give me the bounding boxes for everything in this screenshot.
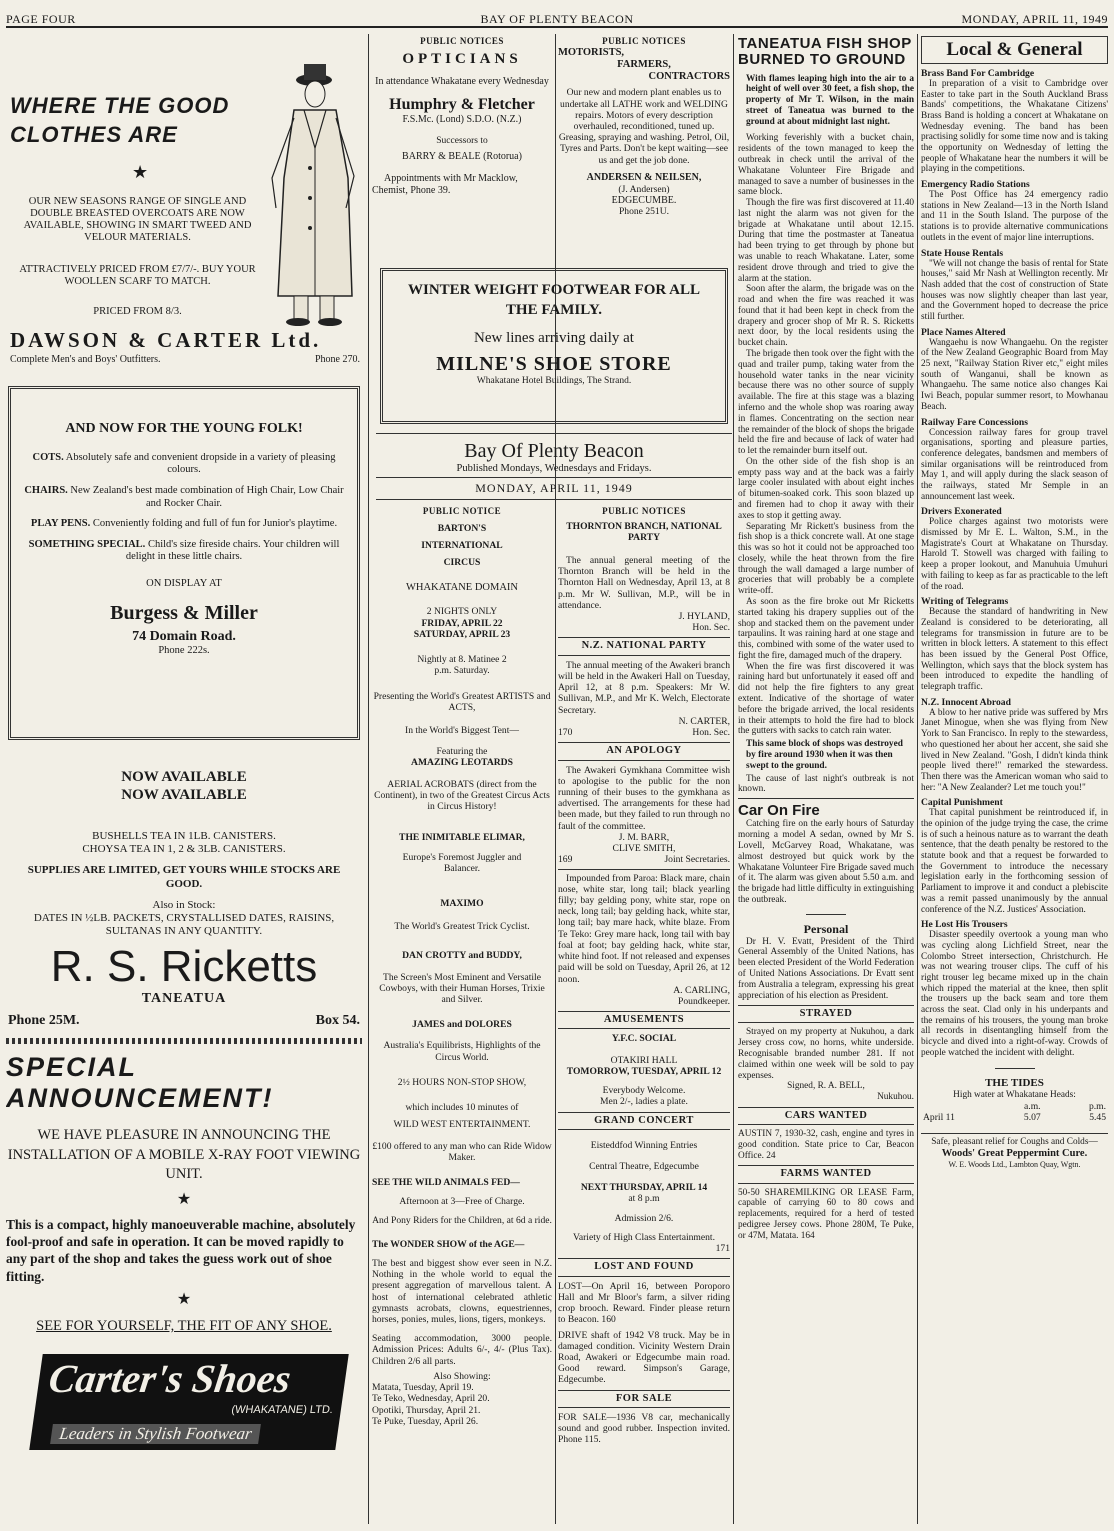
circus-aerial: AERIAL ACROBATS (direct from the Continent), in two of the Greatest Circus Acts in Circus History! <box>374 778 550 813</box>
circus-date-2: SATURDAY, APRIL 23 <box>413 628 511 640</box>
circus-maximo: MAXIMO <box>440 897 484 909</box>
motorists-title-1: MOTORISTS, <box>558 46 625 58</box>
concert-line: Central Theatre, Edgecumbe <box>589 1161 699 1173</box>
dawson-carter-tag: Complete Men's and Boys' Outfitters. <box>10 354 161 365</box>
news-item-body: In preparation of a visit to Cambridge over Easter to take part in the South Auckland Brass Bands' competitions, the Whakatane Citizens' Brass Band is holding a concert at Whakatane on Wednesday evening. The band has been practising solidly for some time now and is taking the opportunity on Wednesday of letting the people of Whakatane hear the numbers it will be playing in the competitions. <box>921 78 1108 175</box>
thornton-title: THORNTON BRANCH, NATIONAL PARTY <box>566 520 722 543</box>
woods-advert <box>921 1137 1108 1169</box>
column-1 <box>6 36 362 1524</box>
social-welcome: Everybody Welcome. <box>602 1085 686 1097</box>
clothes-priced-from: PRICED FROM 8/3. <box>93 306 182 317</box>
news-item-body: Disaster speedily overtook a young man who was cycling along Lichfield Street, near the Colombo Street intersection, Christchurch. He was not wearing trouser clips. The cuff of his right trouser leg became mixed up in the chain which ripped the material at the knee, then split the trousers up the back seam and tore them across the seat. Clad only in his underpants and the remains of his trousers, the young man broke all records in disentangling himself from the bicycle and dived into a right-of-way. Crowds of people watched the incident with delight. <box>921 930 1108 1058</box>
tides-day: April 11 <box>923 1111 955 1123</box>
opticians-appointments: Appointments with Mr Macklow, Chemist, Phone 39. <box>372 172 518 196</box>
cars-wanted-heading: CARS WANTED <box>738 1107 914 1125</box>
special-lead: WE HAVE PLEASURE IN ANNOUNCING THE INSTALLATION OF A MOBILE X-RAY FOOT VIEWING UNIT. <box>7 1127 361 1183</box>
man-in-overcoat-illustration <box>264 58 360 328</box>
also-in-stock: Also in Stock: <box>152 898 216 911</box>
concert-line: Variety of High Class Entertainment. <box>572 1231 715 1243</box>
section-heading: PUBLIC NOTICES <box>602 506 686 516</box>
circus-elimar: THE INIMITABLE ELIMAR, <box>399 832 525 844</box>
tides-table <box>921 1077 1108 1122</box>
young-item <box>21 518 347 531</box>
circus-nights: 2 NIGHTS ONLY <box>426 606 498 618</box>
column-5 <box>921 36 1108 1524</box>
ad-number: 164 <box>800 1230 815 1241</box>
clothes-advert <box>6 36 362 372</box>
social-price: Men 2/-, ladies a plate. <box>600 1096 688 1108</box>
young-item-key: PLAY PENS. <box>30 518 91 530</box>
masthead <box>6 8 1108 28</box>
news-item-heading: Writing of Telegrams <box>921 596 1009 608</box>
ad-number: 24 <box>766 1150 776 1161</box>
young-item-key: CHAIRS. <box>24 484 68 496</box>
apology-sig: J. M. BARR, <box>618 831 670 843</box>
supplies-limited: SUPPLIES ARE LIMITED, GET YOURS WHILE STOCKS ARE GOOD. <box>27 864 341 890</box>
fire-para: The brigade then took over the fight with the quad and trailer pump, taking water from the household water tanks in the near vicinity because there was no other source of supply available. The fire at this stage was a blazing inferno and the whole shop was roaring away in flames. Concentrating on the section near the remainder of the block of shops the brigade held the fire and because of lack of water had to let the remainder burn itself out. <box>738 349 914 457</box>
young-folk-advert <box>8 386 360 740</box>
grand-concert: GRAND CONCERT <box>558 1112 730 1130</box>
column-3-lower <box>558 506 730 1526</box>
star-icon: ★ <box>176 1291 192 1309</box>
tides-subtitle: High water at Whakatane Heads: <box>953 1090 1076 1101</box>
fire-para: On the other side of the fish shop is an empty pass way and at the back was a fairly large cooler insulated with about eight inches of bitumen-soaked cork. This soon blazed up and firemen had to chop it away with their axes to stop it getting away. <box>738 456 914 521</box>
apology-footer <box>558 854 730 865</box>
news-item-heading: Brass Band For Cambridge <box>921 67 1035 79</box>
strayed-body: Strayed on my property at Nukuhou, a dark Jersey cross cow, no horns, white underside. Recognisable branded number 281. If not claimed within one week will be sold to pay expenses. <box>738 1027 914 1081</box>
circus-wonder: The WONDER SHOW of the AGE— <box>372 1238 525 1250</box>
clothes-body: OUR NEW SEASONS RANGE OF SINGLE AND DOUBLE BREASTED OVERCOATS ARE NOW AVAILABLE, SHOWING IN SMART TWEED AND VELOUR MATERIALS. <box>23 196 252 244</box>
circus-maximo-desc: The World's Greatest Trick Cyclist. <box>394 921 530 933</box>
column-rule <box>555 34 556 1524</box>
circus-tour-date: Opotiki, Thursday, April 21. <box>372 1404 481 1416</box>
circus-name-3: CIRCUS <box>443 556 481 568</box>
burgess-miller-address: 74 Domain Road. <box>132 628 236 644</box>
ricketts-contact <box>6 1013 362 1030</box>
column-rule <box>368 34 369 1524</box>
special-body: This is a compact, highly manoeuverable machine, absolutely fool-proof and safe in operation. It can be moved rapidly to any part of the shop and takes the guess work out of shoe fitting. <box>6 1216 356 1284</box>
apology-sig-3: Joint Secretaries. <box>664 854 730 866</box>
motorists-body: Our new and modern plant enables us to undertake all LATHE work and WELDING repairs. Motors of every description overhauled, reconditioned, tuned up. Greasing, spraying and washing. Petrol, Oil, Tyres and Parts. Don't be kept waiting—see us and get the job done. <box>558 87 730 166</box>
beacon-title: Bay Of Plenty Beacon <box>464 440 644 462</box>
milnes-address: Whakatane Hotel Buildings, The Strand. <box>476 376 632 386</box>
column-rule <box>733 34 734 1524</box>
footwear-sub: New lines arriving daily at <box>474 330 634 346</box>
opticians-attendance: In attendance Whakatane every Wednesday <box>375 76 549 88</box>
news-item-heading: He Lost His Trousers <box>921 919 1008 931</box>
circus-pony: And Pony Riders for the Children, at 6d a ride. <box>372 1215 552 1227</box>
nz-party-footer <box>558 727 730 738</box>
ad-number: 169 <box>558 854 573 866</box>
amusements-heading: AMUSEMENTS <box>558 1011 730 1029</box>
beacon-masthead <box>376 430 732 503</box>
circus-hours: 2½ HOURS NON-STOP SHOW, <box>397 1076 527 1088</box>
circus-elimar-desc: Europe's Foremost Juggler and Balancer. <box>402 851 522 874</box>
impound-body: Impounded from Paroa: Black mare, chain nose, white star, long tail; black yearling filly; bay gelding pony, white star, rope on neck, long tail; bay gelding hack, white star, long tail; bay mare hack, white blaze. From Te Teko: Grey mare hack, long tail with bay foal at foot; bay gelding hack, white star, white hind foot. If not released and expenses paid will be sold on Tuesday, April 26, at 12 noon. <box>558 872 730 985</box>
news-item-heading: Capital Punishment <box>921 797 1003 809</box>
dates-line: DATES IN ½LB. PACKETS, CRYSTALLISED DATES, RAISINS, SULTANAS IN ANY QUANTITY. <box>33 911 335 938</box>
circus-venue: WHAKATANE DOMAIN <box>405 582 519 594</box>
impound-sig: A. CARLING, <box>673 984 730 996</box>
circus-tent: In the World's Biggest Tent— <box>405 724 519 736</box>
circus-times: Nightly at 8. Matinee 2 p.m. Saturday. <box>417 654 507 677</box>
opticians-notice <box>372 36 552 196</box>
dawson-carter-phone: Phone 270. <box>315 354 360 365</box>
young-item-value: New Zealand's best made combination of High Chair, Low Chair and Rocker Chair. <box>70 484 344 509</box>
yfc-social: Y.F.C. SOCIAL <box>611 1033 677 1045</box>
thornton-sig: J. HYLAND, <box>678 611 730 623</box>
personal-headline: Personal <box>803 921 849 936</box>
car-fire-headline: Car On Fire <box>738 802 820 820</box>
circus-tour-date: Te Puke, Tuesday, April 26. <box>372 1415 479 1427</box>
circus-name-1: BARTON'S <box>437 522 487 534</box>
bushells-tea: BUSHELLS TEA IN 1LB. CANISTERS. <box>92 830 276 842</box>
strayed-sig: Signed, R. A. BELL, <box>787 1081 865 1092</box>
woods-line-2: Woods' Great Peppermint Cure. <box>941 1147 1088 1159</box>
fire-cause: The cause of last night's outbreak is not known. <box>738 773 914 795</box>
barry-beale: BARRY & BEALE (Rotorua) <box>402 151 522 163</box>
young-item <box>21 485 347 510</box>
circus-offer: £100 offered to any man who can Ride Widow Maker. <box>372 1140 552 1163</box>
nz-party-title: N.Z. NATIONAL PARTY <box>558 637 730 655</box>
fire-headline: TANEATUA FISH SHOP BURNED TO GROUND <box>738 36 912 68</box>
circus-presenting: Presenting the World's Greatest ARTISTS and ACTS, <box>373 690 551 713</box>
apology-title: AN APOLOGY <box>558 742 730 760</box>
young-item-value: Absolutely safe and convenient dropside in a variety of pleasing colours. <box>65 451 336 476</box>
concert-line: Eisteddfod Winning Entries <box>590 1139 698 1151</box>
circus-seating: Seating accommodation, 3000 people. Admission Prices: Adults 6/-, 4/- (Plus Tax). Children 2/6 all parts. <box>372 1333 552 1367</box>
tides-am-time: 5.07 <box>1023 1111 1041 1123</box>
burgess-miller-name: Burgess & Miller <box>110 601 258 624</box>
local-general-title: Local & General <box>921 36 1108 63</box>
column-rule <box>917 34 918 1524</box>
successors-to: Successors to <box>436 136 488 147</box>
news-item-body: A blow to her native pride was suffered by Mrs Janet Minogue, when she was flying from New York to San Francisco. In reply to the stewardess, who questioned her about her accent, she said she lived in New Zealand. "Gosh, I didn't kinda think people lived there!" remarked the stewardess. Then there was the American woman who said to her: "A New Zealander? Let me touch you!" <box>921 707 1108 793</box>
otakiri-hall: OTAKIRI HALL <box>610 1054 678 1066</box>
nz-party-sig: N. CARTER, <box>678 715 730 727</box>
on-display-at: ON DISPLAY AT <box>146 577 222 589</box>
young-item <box>21 452 347 477</box>
news-item-body: "We will not change the basis of rental for State houses," said Mr Nash at Wellington recently. Mr Nash added that the cost of construction of State houses was now slightly cheaper than last year, and the Government hoped to decrease the price still further. <box>921 258 1108 322</box>
for-sale-body: FOR SALE—1936 V8 car, mechanically sound and good rubber. Inspection invited. Phone 115. <box>558 1411 730 1446</box>
now-available-2: NOW AVAILABLE <box>121 787 247 803</box>
special-title-2: ANNOUNCEMENT! <box>6 1083 274 1114</box>
nz-party-sig-2: Hon. Sec. <box>692 727 730 739</box>
circus-james-desc: Australia's Equilibrists, Highlights of the Circus World. <box>383 1040 541 1063</box>
circus-date-1: FRIDAY, APRIL 22 <box>421 617 503 629</box>
news-item-heading: Railway Fare Concessions <box>921 416 1028 428</box>
clothes-title-1: WHERE THE GOOD <box>10 93 230 118</box>
news-item-body: The Post Office has 24 emergency radio stations in New Zealand—13 in the North Island and 11 in the South Island. The purpose of the stations is to provide alternative communications outlets in the event of major line interruptions. <box>921 190 1108 243</box>
fire-para: Working feverishly with a bucket chain, residents of the town managed to keep the outbreak in check until the arrival of the Whakatane Volunteer Fire Brigade and managed to save a number of businesses in the same block. <box>738 133 914 198</box>
beacon-published: Published Mondays, Wednesdays and Fridays. <box>456 463 652 474</box>
now-available-1: NOW AVAILABLE <box>121 769 247 785</box>
fire-lead: With flames leaping high into the air to a height of well over 30 feet, a fish shop, the property of Mr T. Wilson, in the main street of Taneatua was burned to the ground at about midnight last night. <box>746 73 914 127</box>
fire-para: Though the fire was first discovered at 11.40 last night the alarm was not given for the brigade at Whakatane until about 12.15. During that time the postmaster at Taneatua had been trying to get through by phone but was unable to reach Whakatane. Later, some resident drove through and tried to give the alarm at the station. <box>738 198 914 284</box>
circus-leotards: AMAZING LEOTARDS <box>411 757 513 769</box>
tides-pm-time: 5.45 <box>1089 1111 1106 1123</box>
issue-date: MONDAY, APRIL 11, 1949 <box>961 12 1108 26</box>
special-announcement-advert <box>6 1052 362 1450</box>
circus-also-showing: Also Showing: <box>433 1370 491 1382</box>
section-heading: PUBLIC NOTICES <box>602 36 686 46</box>
concert-line: Admission 2/6. <box>614 1212 674 1224</box>
nz-party-body: The annual meeting of the Awakeri branch will be held in the Awakeri Hall on Tuesday, April 12, at 8 p.m. Speakers: Mr W. Sullivan, M.P., and Mr K. Welch, Electorate Secretary. <box>558 659 730 716</box>
young-item-key: SOMETHING SPECIAL. <box>28 538 146 550</box>
ad-number: 171 <box>715 1243 730 1255</box>
strayed-sig-2: Nukuhou. <box>877 1092 914 1103</box>
humphry-fletcher: Humphry & Fletcher <box>389 95 535 113</box>
andersen-name: (J. Andersen) <box>618 183 670 195</box>
carters-brand: Carter's Shoes <box>46 1356 294 1402</box>
circus-tour-date: Te Teko, Wednesday, April 20. <box>372 1393 490 1405</box>
section-heading: PUBLIC NOTICES <box>420 36 504 46</box>
clothes-title-2: CLOTHES ARE <box>10 121 178 147</box>
column-4 <box>738 36 914 1524</box>
news-item-heading: Drivers Exonerated <box>921 506 1002 518</box>
local-general-list <box>921 68 1108 1059</box>
circus-dan: DAN CROTTY and BUDDY, <box>402 950 522 962</box>
cars-wanted-body <box>738 1129 914 1161</box>
opticians-title: OPTICIANS <box>402 50 522 67</box>
young-item <box>21 539 347 564</box>
woods-line-1: Safe, pleasant relief for Coughs and Colds— <box>931 1136 1098 1147</box>
news-item-body: Police charges against two motorists were dismissed by Mr E. L. Walton, S.M., in the Magistrate's Court at Whakatane on Thursday. Harold T. Stowell was charged with failing to keep a proper lookout, and Manuhuia Umuhuri with failing to keep as far as practicable to the left of the road. <box>921 517 1108 592</box>
personal-body: Dr H. V. Evatt, President of the Third General Assembly of the United Nations, has been elected President of the World Federation of United Nations Associations. Dr Evatt sent from Australia a telegram, expressing his great appreciation of his election as President. <box>738 936 914 1001</box>
ricketts-advert <box>6 768 362 1030</box>
circus-includes: which includes 10 minutes of <box>405 1102 519 1114</box>
news-item-heading: State House Rentals <box>921 247 1004 259</box>
young-item-value: Conveniently folding and full of fun for Junior's playtime. <box>92 518 338 530</box>
farms-wanted-text: 50-50 SHAREMILKING OR LEASE Farm, capable of carrying 60 to 80 cows and replacements, required for a herd of tested pedigree Jersey cows. Phone 280M, Te Puke, or 47M, Matata. <box>738 1187 914 1241</box>
fire-para: Separating Mr Rickett's business from the fish shop is a thick concrete wall. At one stage this was so hot it could not be approached too closely, while the heat thrown from the fire through the wall damaged a large number of groceries that will probably be a complete write-off. <box>738 521 914 597</box>
lost-found-heading: LOST AND FOUND <box>558 1258 730 1276</box>
circus-dan-desc: The Screen's Most Eminent and Versatile Cowboys, with their Human Horses, Trixie and Silver. <box>379 971 545 1006</box>
ricketts-phone: Phone 25M. <box>8 1013 80 1029</box>
carters-ltd: (WHAKATANE) LTD. <box>230 1404 334 1417</box>
circus-afternoon: Afternoon at 3—Free of Charge. <box>399 1196 525 1208</box>
motorists-notice <box>558 36 730 266</box>
star-icon: ★ <box>132 162 149 182</box>
choysa-tea: CHOYSA TEA IN 1, 2 & 3LB. CANISTERS. <box>82 843 286 856</box>
circus-notice <box>372 506 552 1526</box>
edgecumbe: EDGECUMBE. <box>611 194 677 206</box>
tides-title: THE TIDES <box>985 1077 1044 1090</box>
star-icon: ★ <box>176 1190 192 1208</box>
fire-para: When the fire was first discovered it was raining hard but unfortunately it eased off and did not help the fire fighters to any great extent. Indicative of the shortage of water before the brigade arrived, the local residents in their attempts to hold the fire had to block the gutters with sacks to catch rain water. <box>738 661 914 737</box>
special-title-1: SPECIAL <box>6 1052 138 1083</box>
beacon-date: MONDAY, APRIL 11, 1949 <box>475 481 633 495</box>
dawson-carter-name: DAWSON & CARTER Ltd. <box>10 328 322 352</box>
circus-wild-west: WILD WEST ENTERTAINMENT. <box>393 1119 531 1131</box>
circus-animals: SEE THE WILD ANIMALS FED— <box>372 1177 520 1189</box>
andersen-neilsen: ANDERSEN & NEILSEN, <box>586 171 702 183</box>
page-number: PAGE FOUR <box>6 12 76 26</box>
impound-sig-2: Poundkeeper. <box>678 995 730 1007</box>
fire-para: Soon after the alarm, the brigade was on the road and when the fire was reached it was found that it had been kept in check from the drapery and grocer shop of Mr R. S. Ricketts next door, by the local residents using the bucket chain. <box>738 284 914 349</box>
circus-james: JAMES and DOLORES <box>412 1019 512 1031</box>
lost-item: DRIVE shaft of 1942 V8 truck. May be in damaged condition. Vicinity Western Drain Road, Awakeri or Edgecumbe main road. Good reward. Simpson's Garage, Edgecumbe. <box>558 1329 730 1386</box>
news-item-body: That capital punishment be reintroduced if, in the opinion of the judge trying the case, the crime is of such a heinous nature as to warrant the death sentence, that the death penalty be restored to the statute book and that a request be forwarded to the Government to introduce the necessary legislation early in the forthcoming session of Parliament to improve it and conduct a plebiscite was a remit passed unanimously by the annual conference of the N.Z. Justices' Association. <box>921 808 1108 915</box>
news-item-heading: Place Names Altered <box>921 326 1006 338</box>
apology-sig-2: CLIVE SMITH, <box>612 843 676 855</box>
fire-block-note: This same block of shops was destroyed by fire around 1930 when it was then swept to the ground. <box>746 739 903 771</box>
social-date: TOMORROW, TUESDAY, APRIL 12 <box>566 1065 722 1077</box>
footwear-advert <box>380 268 728 424</box>
circus-tour-date: Matata, Tuesday, April 19. <box>372 1382 474 1394</box>
fire-para: As soon as the fire broke out Mr Ricketts started taking his drapery supplies out of the shop and stacked them on the pavement under tarpaulins. It was raining hard at one stage and this, combined with some of the water used to fight the fire, damaged much of the drapery. <box>738 597 914 661</box>
andersen-phone: Phone 251U. <box>618 206 670 218</box>
ad-number: 170 <box>558 727 573 739</box>
farms-wanted-body <box>738 1188 914 1242</box>
news-item-heading: N.Z. Innocent Abroad <box>921 696 1011 708</box>
carters-slogan: Leaders in Stylish Footwear <box>50 1424 261 1444</box>
concert-line: NEXT THURSDAY, APRIL 14 <box>580 1182 708 1194</box>
milnes-shoe-store: MILNE'S SHOE STORE <box>436 353 672 375</box>
farms-wanted-heading: FARMS WANTED <box>738 1165 914 1183</box>
motorists-title-2: FARMERS, <box>617 58 671 70</box>
woods-line-3: W. E. Woods Ltd., Lambton Quay, Wgtn. <box>948 1159 1081 1169</box>
motorists-title-3: CONTRACTORS <box>648 71 730 83</box>
car-fire-body: Catching fire on the early hours of Saturday morning a model A sedan, owned by Mr S. Lovell, McGarvey Road, Whakatane, was almost destroyed but quick work by the Whakatane Volunteer Fire Brigade saved much of it. The alarm was given about 5.50 a.m. and the brigade had little difficulty in extinguishing the outbreak. <box>738 819 914 905</box>
thornton-body: The annual general meeting of the Thornton Branch will be held in the Thornton Hall on Wednesday, April 13, at 8 p.m. Mr W. Sullivan, M.P., will be in attendance. <box>558 554 730 611</box>
news-item-heading: Emergency Radio Stations <box>921 179 1030 191</box>
clothes-price-line: ATTRACTIVELY PRICED FROM £7/7/-. BUY YOUR WOOLLEN SCARF TO MATCH. <box>19 264 256 288</box>
thornton-sig-2: Hon. Sec. <box>692 622 730 634</box>
news-item-body: Concession railway fares for group travel organisations, sporting and pleasure parties, conference delegates, bandsmen and members of similar organisations will be reintroduced from May 1, and will apply during the slack season of the railways, stated Mr Semple in an announcement last week. <box>921 427 1108 502</box>
section-heading: PUBLIC NOTICE <box>422 506 502 516</box>
circus-featuring: Featuring the <box>436 746 488 758</box>
young-folk-title: AND NOW FOR THE YOUNG FOLK! <box>65 421 303 436</box>
burgess-miller-phone: Phone 222s. <box>158 645 210 657</box>
tides-pm-header: p.m. <box>1088 1100 1106 1112</box>
paper-name: BAY OF PLENTY BEACON <box>480 12 634 26</box>
lost-item: LOST—On April 16, between Poroporo Hall and Mr Bloor's farm, a silver riding crop brooch. Reward. Finder please return to Beacon. 160 <box>558 1280 730 1326</box>
carters-shoes-logo <box>29 1354 348 1450</box>
opticians-quals: F.S.Mc. (Lond) S.D.O. (N.Z.) <box>402 114 522 126</box>
strayed-heading: STRAYED <box>738 1005 914 1023</box>
special-see: SEE FOR YOURSELF, THE FIT OF ANY SHOE. <box>36 1318 332 1334</box>
young-item-key: COTS. <box>32 451 64 463</box>
young-item-value: Child's size fireside chairs. Your children will delight in these little chairs. <box>125 538 340 563</box>
news-item-body: Wangaehu is now Whangaehu. On the register of the New Zealand Geographic Board from May 25 next, "Railway Station River etc," eight miles south of Wanganui, shall be known as Whangaehu. The same notice also changes Kai Iwi Beach, popular summer resort, to Mowhanau Beach. <box>921 337 1108 412</box>
footwear-title: WINTER WEIGHT FOOTWEAR FOR ALL THE FAMILY. <box>407 282 700 318</box>
ricketts-name: R. S. Ricketts <box>50 942 318 992</box>
divider <box>6 1038 362 1044</box>
apology-body: The Awakeri Gymkhana Committee wish to apologise to the public for the non running of their buses to the gymkhana as advertised. The arrangements for these had been made, but they failed to run through no fault of the committee. <box>558 764 730 832</box>
for-sale-heading: FOR SALE <box>558 1390 730 1408</box>
circus-name-2: INTERNATIONAL <box>421 539 503 551</box>
concert-line: at 8 p.m <box>628 1193 660 1205</box>
circus-wonder-desc: The best and biggest show ever seen in N.Z. Nothing in the whole world to equal the present aggregation of marvellous talent. A host of international celebrated athletic gymnasts acrobats, clowns, equestriennes, horses, ponies, mules, lions, tigers, monkeys. <box>372 1257 552 1325</box>
tides-am-header: a.m. <box>1024 1100 1041 1112</box>
ricketts-box: Box 54. <box>315 1013 360 1029</box>
news-item-body: Because the standard of handwriting in New Zealand is considered to be deteriorating, all telegrams for transmission in future are to be written in block letters. A statement to this effect has been issued by the General Post Office, Wellington, which says that the block system has been introduced to expedite the handling of telegraph traffic. <box>921 607 1108 693</box>
ricketts-town: TANEATUA <box>141 990 227 1006</box>
cars-wanted-text: AUSTIN 7, 1930-32, cash, engine and tyres in good condition. State price to Car, Beacon Office. <box>738 1129 914 1161</box>
